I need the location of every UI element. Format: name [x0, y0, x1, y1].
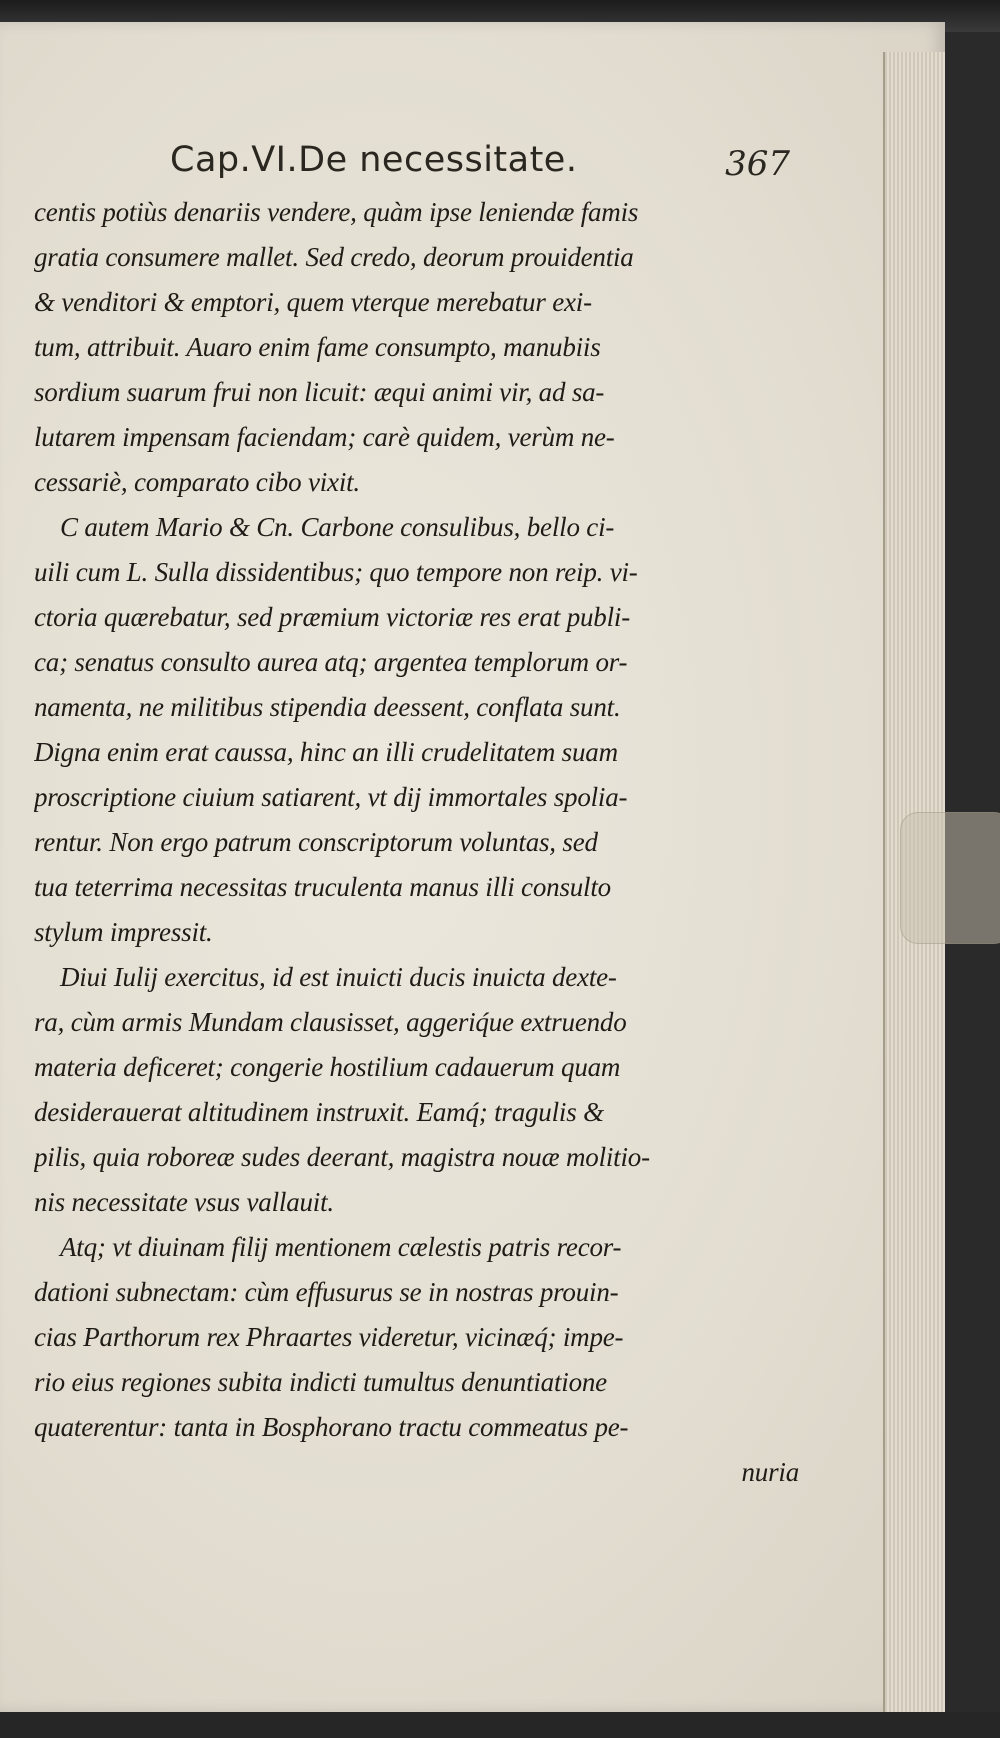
text-line: dationi subnectam: cùm effusurus se in nostras prouin- [34, 1277, 619, 1307]
text-line: lutarem impensam faciendam; carè quidem, verùm ne- [34, 422, 615, 452]
text-line: tua teterrima necessitas truculenta manus illi consulto [34, 872, 611, 902]
text-line: Diui Iulij exercitus, id est inuicti ducis inuicta dexte- [60, 962, 617, 992]
text-line: rentur. Non ergo patrum conscriptorum voluntas, sed [34, 827, 598, 857]
text-line: namenta, ne militibus stipendia deessent, conflata sunt. [34, 692, 621, 722]
text-line: gratia consumere mallet. Sed credo, deorum prouidentia [34, 242, 634, 272]
text-line: sordium suarum frui non licuit: æqui animi vir, ad sa- [34, 377, 605, 407]
text-line: cessariè, comparato cibo vixit. [34, 467, 360, 497]
text-line: stylum impressit. [34, 917, 213, 947]
text-line: cias Parthorum rex Phraartes videretur, vicinæq́; impe- [34, 1322, 624, 1352]
text-line: uili cum L. Sulla dissidentibus; quo tempore non reip. vi- [34, 557, 638, 587]
catchword: nuria [741, 1457, 799, 1487]
text-line: & venditori & emptori, quem vterque merebatur exi- [34, 287, 592, 317]
body-text [34, 190, 799, 1495]
text-line: quaterentur: tanta in Bosphorano tractu commeatus pe- [34, 1412, 629, 1442]
text-line: rio eius regiones subita indicti tumultus denuntiatione [34, 1367, 607, 1397]
text-line: pilis, quia roboreæ sudes deerant, magistra nouæ molitio- [34, 1142, 650, 1172]
running-title: Cap.VI.De necessitate. [170, 140, 578, 180]
page-number: 367 [725, 144, 790, 184]
text-line: C autem Mario & Cn. Carbone consulibus, bello ci- [60, 512, 615, 542]
bottom-band [0, 1712, 1000, 1738]
text-line: ctoria quærebatur, sed præmium victoriæ res erat publi- [34, 602, 630, 632]
text-line: desiderauerat altitudinem instruxit. Eamq́; tragulis & [34, 1097, 604, 1127]
text-line: tum, attribuit. Auaro enim fame consumpto, manubiis [34, 332, 601, 362]
text-line: ra, cùm armis Mundam clausisset, aggeriq́ue extruendo [34, 1007, 627, 1037]
text-line: proscriptione ciuium satiarent, vt dij immortales spolia- [34, 782, 628, 812]
text-line: materia deficeret; congerie hostilium cadauerum quam [34, 1052, 621, 1082]
page-clasp [900, 812, 1000, 944]
text-line: nis necessitate vsus vallauit. [34, 1187, 334, 1217]
text-line: ca; senatus consulto aurea atq; argentea templorum or- [34, 647, 628, 677]
page-header [170, 140, 790, 190]
book-page [0, 22, 945, 1712]
text-line: Digna enim erat caussa, hinc an illi crudelitatem suam [34, 737, 618, 767]
text-line: centis potiùs denariis vendere, quàm ipse leniendæ famis [34, 197, 639, 227]
text-line: Atq; vt diuinam filij mentionem cælestis patris recor- [60, 1232, 622, 1262]
